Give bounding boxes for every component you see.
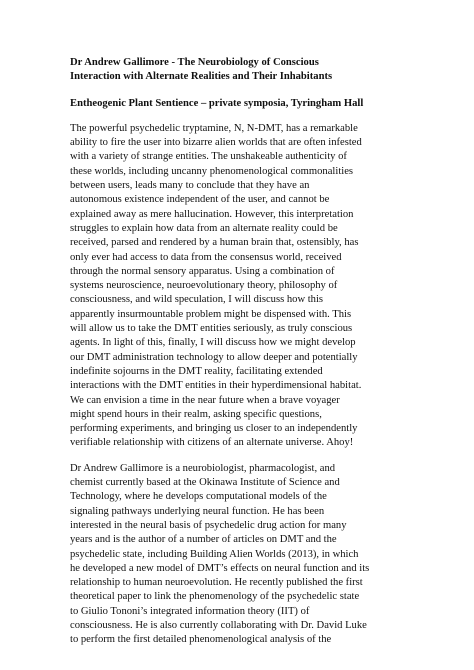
text-line: explained away as mere hallucination. However, this interpretation xyxy=(70,208,354,220)
document-subtitle: Entheogenic Plant Sentience – private symposia, Tyringham Hall xyxy=(70,97,364,109)
text-line: psychedelic state, including Building Alien Worlds (2013), in which xyxy=(70,548,359,560)
text-line: The powerful psychedelic tryptamine, N, N-DMT, has a remarkable xyxy=(70,122,358,134)
text-line: he developed a new model of DMT’s effects on neural function and its xyxy=(70,562,370,574)
text-line: signaling pathways underlying neural function. He has been xyxy=(70,505,325,517)
text-line: performing experiments, and bringing us closer to an independently xyxy=(70,423,358,435)
text-line: struggles to explain how data from an alternate reality could be xyxy=(70,222,338,234)
document-title xyxy=(70,56,434,85)
text-line: to perform the first detailed phenomenological analysis of the xyxy=(70,634,332,646)
title-line-1: Dr Andrew Gallimore - The Neurobiology of Conscious xyxy=(70,57,319,68)
text-line: to Giulio Tononi’s integrated information theory (IIT) of xyxy=(70,605,310,617)
text-line: autonomous existence independent of the user, and cannot be xyxy=(70,194,330,206)
text-line: between users, leads many to conclude that they have an xyxy=(70,180,310,192)
text-line: apparently insurmountable problem might be dispensed with. This xyxy=(70,308,352,320)
text-line: consciousness, and wild speculation, I will discuss how this xyxy=(70,294,324,306)
text-line: We can envision a time in the near future when a brave voyager xyxy=(70,394,340,406)
text-line: will allow us to take the DMT entities seriously, as truly conscious xyxy=(70,323,353,335)
text-line: Technology, where he develops computational models of the xyxy=(70,491,327,503)
text-line: chemist currently based at the Okinawa Institute of Science and xyxy=(70,477,340,489)
bio-paragraph xyxy=(70,462,434,648)
text-line: might spend hours in their realm, asking specific questions, xyxy=(70,408,322,420)
text-line: interested in the neural basis of psychedelic drug action for many xyxy=(70,519,347,531)
text-line: Dr Andrew Gallimore is a neurobiologist, pharmacologist, and xyxy=(70,462,336,474)
text-line: these worlds, including uncanny phenomenological commonalities xyxy=(70,165,354,177)
text-line: our DMT administration technology to allow deeper and potentially xyxy=(70,351,358,363)
text-line: indefinite sojourns in the DMT reality, facilitating extended xyxy=(70,365,323,377)
text-line: interactions with the DMT entities in their hyperdimensional habitat. xyxy=(70,380,362,392)
text-line: only ever had access to data from the consensus world, received xyxy=(70,251,342,263)
text-line: agents. In light of this, finally, I will discuss how we might develop xyxy=(70,337,356,349)
text-line: years and is the author of a number of articles on DMT and the xyxy=(70,534,337,546)
text-line: ability to fire the user into bizarre alien worlds that are often infested xyxy=(70,137,362,149)
text-line: with a variety of strange entities. The unshakeable authenticity of xyxy=(70,151,347,163)
abstract-paragraph xyxy=(70,122,434,451)
text-line: theoretical paper to link the phenomenology of the psychedelic state xyxy=(70,591,360,603)
text-line: verifiable relationship with citizens of an alternate universe. Ahoy! xyxy=(70,437,354,449)
text-line: received, parsed and rendered by a human brain that, ostensibly, has xyxy=(70,237,359,249)
text-line: through the normal sensory apparatus. Using a combination of xyxy=(70,265,335,277)
title-line-2: Interaction with Alternate Realities and Their Inhabitants xyxy=(70,71,333,83)
text-line: relationship to human neuroevolution. He recently published the first xyxy=(70,577,363,589)
text-line: systems neuroscience, neuroevolutionary theory, philosophy of xyxy=(70,280,338,292)
text-line: consciousness. He is also currently collaborating with Dr. David Luke xyxy=(70,619,367,631)
